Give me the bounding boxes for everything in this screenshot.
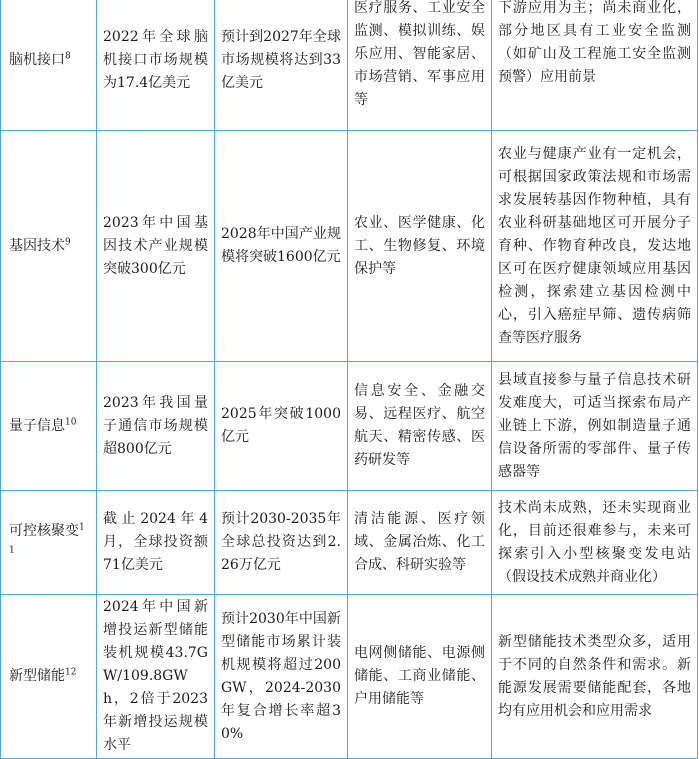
footnote-ref: 11 <box>9 521 85 555</box>
tech-name-cell <box>1 491 97 595</box>
applications-cell: 医疗服务、工业安全监测、模拟训练、娱乐应用、智能家居、市场营销、军事应用等 <box>348 0 492 131</box>
table-row <box>1 595 698 759</box>
opportunity-cell: 农业与健康产业有一定机会，可根据国家政策法规和市场需求发展转基因作物种植，具有农业科研基础地区可开展分子育种、作物育种改良，发达地区可在医疗健康领域应用基因检测，探索建立基因检测中心，引入癌症早筛、遗传病筛查等医疗服务 <box>492 131 698 362</box>
footnote-ref: 10 <box>65 416 77 427</box>
current-market-cell: 2022年全球脑机接口市场规模为17.4亿美元 <box>97 0 215 131</box>
table-row <box>1 491 698 595</box>
tech-name: 基因技术 <box>9 237 65 254</box>
applications-cell: 信息安全、金融交易、远程医疗、航空航天、精密传感、医药研发等 <box>348 362 492 491</box>
opportunity-cell: 县域直接参与量子信息技术研发难度大，可适当探索布局产业链上下游，例如制造量子通信设备所需的零部件、量子传感器等 <box>492 362 698 491</box>
tech-name: 可控核聚变 <box>9 522 79 539</box>
table-row <box>1 362 698 491</box>
tech-name: 新型储能 <box>9 668 65 684</box>
table-row <box>1 0 698 131</box>
tech-name: 量子信息 <box>9 417 65 434</box>
tech-name-cell <box>1 595 97 759</box>
tech-name: 脑机接口 <box>9 52 65 68</box>
footnote-ref: 9 <box>65 236 71 247</box>
current-market-cell: 2023年中国基因技术产业规模突破300亿元 <box>97 131 215 362</box>
tech-name-cell <box>1 131 97 362</box>
forecast-cell: 预计到2027年全球市场规模将达到33亿美元 <box>215 0 348 131</box>
forecast-cell: 预计2030年中国新型储能市场累计装机规模将超过200GW，2024-2030年复合增长率超30% <box>215 595 348 759</box>
footnote-ref: 12 <box>65 667 77 678</box>
tech-name-cell <box>1 362 97 491</box>
applications-cell: 电网侧储能、电源侧储能、工商业储能、户用储能等 <box>348 595 492 759</box>
current-market-cell: 截止2024年4月，全球投资额71亿美元 <box>97 491 215 595</box>
current-market-cell: 2023年我国量子通信市场规模超800亿元 <box>97 362 215 491</box>
opportunity-cell: 技术尚未成熟，还未实现商业化，目前还很难参与，未来可探索引入小型核聚变发电站（假设技术成熟并商业化） <box>492 491 698 595</box>
forecast-cell: 2028年中国产业规模将突破1600亿元 <box>215 131 348 362</box>
current-market-cell: 2024年中国新增投运新型储能装机规模43.7GW/109.8GWh，2倍于2023年新增投运规模水平 <box>97 595 215 759</box>
applications-cell: 农业、医学健康、化工、生物修复、环境保护等 <box>348 131 492 362</box>
footnote-ref: 8 <box>65 51 71 62</box>
opportunity-cell: 下游应用为主；尚未商业化，部分地区具有工业安全监测（如矿山及工程施工安全监测预警）应用前景 <box>492 0 698 131</box>
opportunity-cell: 新型储能技术类型众多，适用于不同的自然条件和需求。新能源发展需要储能配套，各地均有应用机会和应用需求 <box>492 595 698 759</box>
forecast-cell: 预计2030-2035年全球总投资达到2.26万亿元 <box>215 491 348 595</box>
forecast-cell: 2025年突破1000亿元 <box>215 362 348 491</box>
applications-cell: 清洁能源、医疗领域、金属冶炼、化工合成、科研实验等 <box>348 491 492 595</box>
table-row <box>1 131 698 362</box>
tech-name-cell <box>1 0 97 131</box>
